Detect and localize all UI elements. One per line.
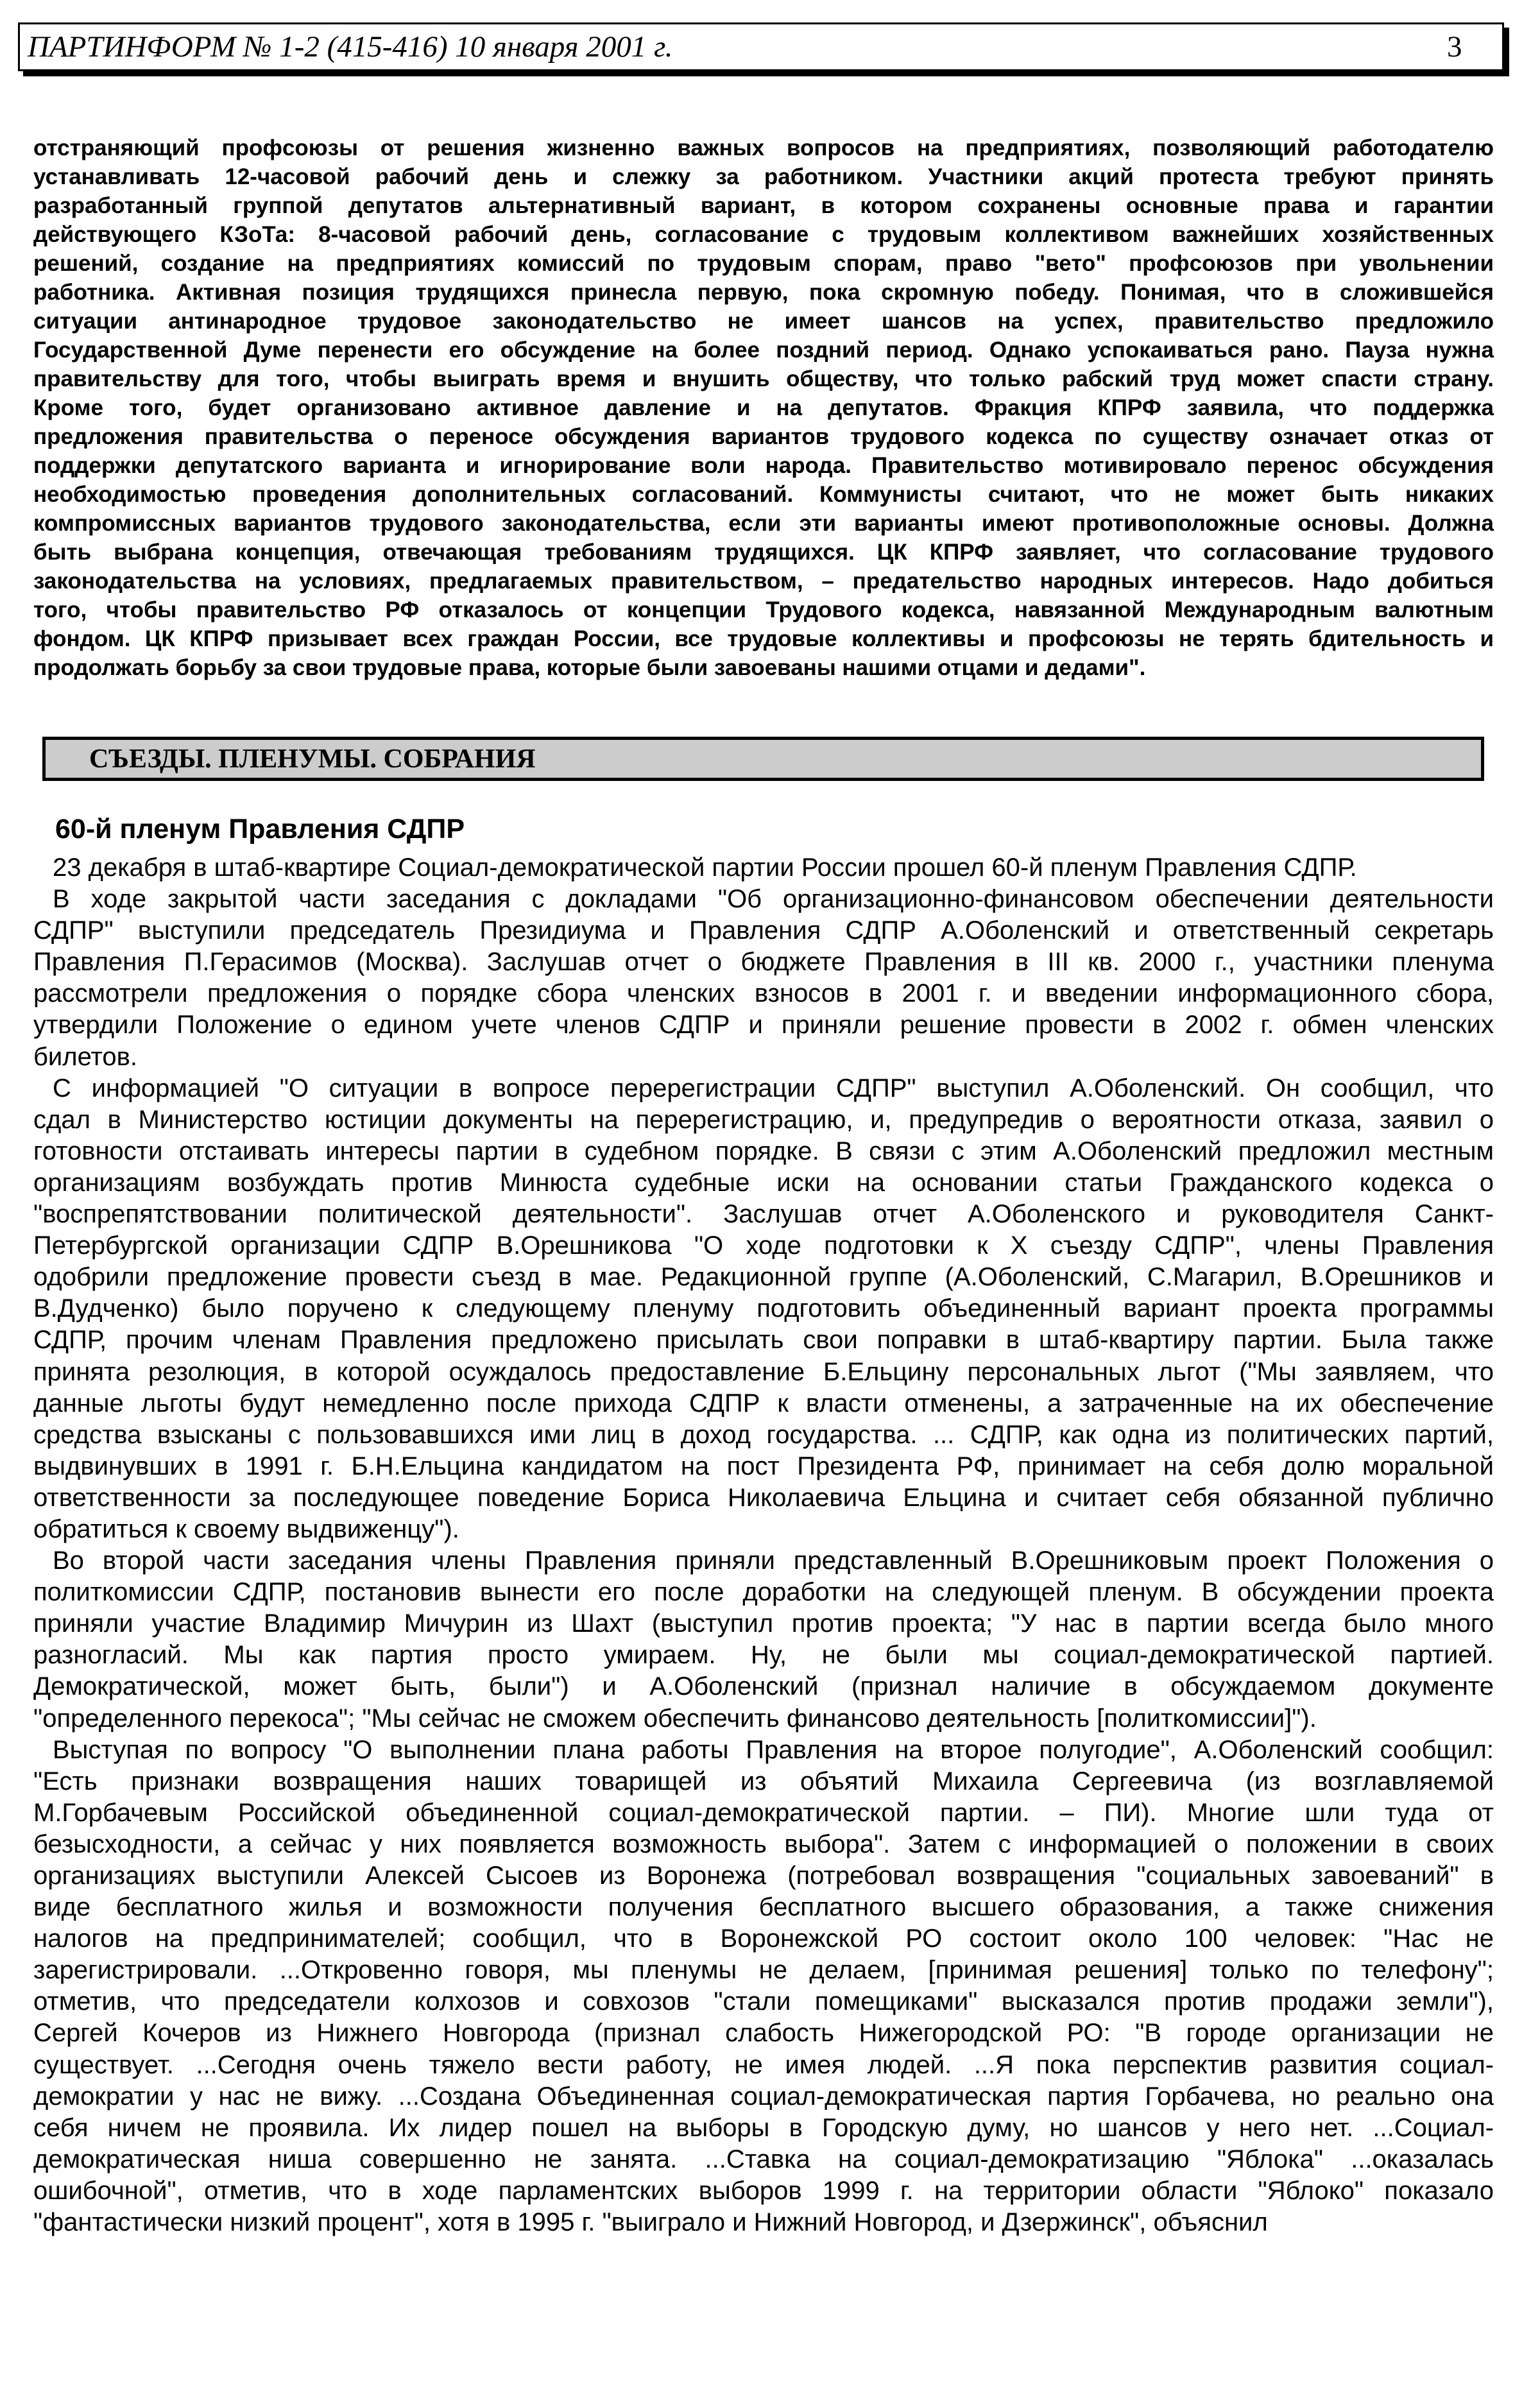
text-line: сдал в Министерство юстиции документы на перерегистрацию, и, предупредив о вероятности отказа, заявил о <box>33 1105 1494 1134</box>
text-line: разногласий. Мы как партия просто умираем. Ну, не были мы социал-демократической партией. <box>33 1641 1494 1670</box>
text-line: правительству для того, чтобы выиграть время и внушить обществу, что только рабский труд может спасти страну. <box>33 366 1494 391</box>
text-line: устанавливать 12-часовой рабочий день и слежку за работником. Участники акций протеста требуют принять <box>33 164 1494 189</box>
page-number: 3 <box>1447 30 1462 64</box>
text-line: продолжать борьбу за свои трудовые права, которые были завоеваны нашими отцами и дедами". <box>33 655 1146 680</box>
text-line: данные льготы будут немедленно после прихода СДПР к власти отменены, а затраченные на их обеспечение <box>33 1389 1494 1418</box>
section-title: СЪЕЗДЫ. ПЛЕНУМЫ. СОБРАНИЯ <box>89 744 536 774</box>
text-line: того, чтобы правительство РФ отказалось от концепции Трудового кодекса, навязанной Международным валютным <box>33 597 1494 622</box>
text-line: демократии у нас не вижу. ...Создана Объединенная социал-демократическая партия Горбачева, но реально она <box>33 2082 1494 2111</box>
text-line: ошибочной", отметив, что в ходе парламентских выборов 1999 г. на территории области "Яблоко" показало <box>33 2176 1494 2205</box>
text-line: работника. Активная позиция трудящихся принесла первую, пока скромную победу. Понимая, что в сложившейся <box>33 280 1494 305</box>
text-line: В.Дудченко) было поручено к следующему пленуму подготовить объединенный вариант проекта программы <box>33 1294 1494 1323</box>
text-line: одобрили предложение провести съезд в мае. Редакционной группе (А.Оболенский, С.Магарил, В.Орешников и <box>33 1263 1494 1292</box>
text-line: принята резолюция, в которой осуждалось предоставление Б.Ельцину персональных льгот ("Мы заявляем, что <box>33 1357 1494 1386</box>
page-header <box>18 22 1504 71</box>
text-line: безысходности, а сейчас у них появляется возможность выбора". Затем с информацией о положении в своих <box>33 1829 1494 1858</box>
text-line: организациям возбуждать против Минюста судебные иски на основании статьи Гражданского кодекса о <box>33 1168 1494 1197</box>
text-line: компромиссных вариантов трудового законодательства, если эти варианты имеют противоположные основы. Должна <box>33 511 1494 536</box>
text-line: приняли участие Владимир Мичурин из Шахт (выступил против проекта; "У нас в партии всегда было много <box>33 1609 1494 1638</box>
text-line: Кроме того, будет организовано активное давление и на депутатов. Фракция КПРФ заявила, что поддержка <box>33 395 1494 420</box>
text-line: Выступая по вопросу "О выполнении плана работы Правления на второе полугодие", А.Оболенский сообщил: <box>53 1735 1494 1764</box>
text-line: М.Горбачевым Российской объединенной социал-демократической партии. – ПИ). Многие шли туда от <box>33 1798 1494 1827</box>
paragraph <box>33 852 1494 884</box>
text-line: Правления П.Герасимов (Москва). Заслушав отчет о бюджете Правления в III кв. 2000 г., участники пленума <box>33 948 1494 977</box>
paragraph <box>33 1735 1494 2239</box>
text-line: ситуации антинародное трудовое законодательство не имеет шансов на успех, правительство предложило <box>33 309 1494 334</box>
text-line: средства взысканы с пользовавшихся ими лиц в доход государства. ... СДПР, как одна из политических партий, <box>33 1420 1494 1449</box>
text-line: организациях выступили Алексей Сысоев из Воронежа (потребовал возвращения "социальных завоеваний" в <box>33 1862 1494 1890</box>
text-line: политкомиссии СДПР, постановив вынести его после доработки на следующей пленум. В обсуждении проекта <box>33 1578 1494 1607</box>
text-line: решений, создание на предприятиях комиссий по трудовым спорам, право "вето" профсоюзов при увольнении <box>33 251 1494 276</box>
text-line: отметив, что председатели колхозов и совхозов "стали помещиками" высказался против продажи земли"), <box>33 1987 1494 2016</box>
text-line: действующего КЗоТа: 8-часовой рабочий день, согласование с трудовым коллективом важнейших хозяйственных <box>33 222 1494 247</box>
text-line: ответственности за последующее поведение Бориса Николаевича Ельцина и считает себя обязанной публично <box>33 1483 1494 1512</box>
text-line: предложения правительства о переносе обсуждения вариантов трудового кодекса по существу означает отказ от <box>33 424 1494 449</box>
text-line: С информацией "О ситуации в вопросе перерегистрации СДПР" выступил А.Оболенский. Он сообщил, что <box>53 1074 1494 1102</box>
section-header <box>42 737 1484 781</box>
text-line: СДПР, прочим членам Правления предложено присылать свои поправки в штаб-квартиру партии. Была также <box>33 1326 1494 1355</box>
paragraph <box>33 1073 1494 1545</box>
text-line: Сергей Кочеров из Нижнего Новгорода (признал слабость Нижегородской РО: "В городе организации не <box>33 2019 1494 2048</box>
text-line: разработанный группой депутатов альтернативный вариант, в котором сохранены основные права и гарантии <box>33 193 1494 218</box>
text-line: "Есть признаки возвращения наших товарищей из объятий Михаила Сергеевича (из возглавляемой <box>33 1767 1494 1795</box>
text-line: Во второй части заседания члены Правления приняли представленный В.Орешниковым проект Положения о <box>53 1547 1494 1575</box>
text-line: СДПР" выступили председатель Президиума и Правления СДПР А.Оболенский и ответственный секретарь <box>33 916 1494 945</box>
paragraph <box>33 1545 1494 1735</box>
text-line: В ходе закрытой части заседания с докладами "Об организационно-финансовом обеспечении деятельности <box>53 885 1494 914</box>
text-line: Государственной Думе перенести его обсуждение на более поздний период. Однако успокаиваться рано. Пауза нужна <box>33 338 1494 363</box>
text-line: "воспрепятствовании политической деятельности". Заслушав отчет А.Оболенского и руководителя Санкт- <box>33 1200 1494 1229</box>
text-line: быть выбрана концепция, отвечающая требованиям трудящихся. ЦК КПРФ заявляет, что согласование трудового <box>33 540 1494 565</box>
text-line: фондом. ЦК КПРФ призывает всех граждан России, все трудовые коллективы и профсоюзы не терять бдительность и <box>33 626 1494 651</box>
article-body <box>33 852 1494 2238</box>
text-line: демократическая ниша совершенно не занята. ...Ставка на социал-демократизацию "Яблока" ...оказалась <box>33 2145 1494 2173</box>
text-line: "определенного перекоса"; "Мы сейчас не сможем обеспечить финансово деятельность [политкомиссии]"). <box>33 1704 1317 1733</box>
text-line: необходимостью проведения дополнительных согласований. Коммунисты считают, что не может быть никаких <box>33 482 1494 507</box>
text-line: "фантастически низкий процент", хотя в 1995 г. "выиграло и Нижний Новгород, и Дзержинск", объяснил <box>33 2208 1268 2237</box>
text-line: 23 декабря в штаб-квартире Социал-демократической партии России прошел 60-й пленум Правления СДПР. <box>53 853 1357 882</box>
text-line: Петербургской организации СДПР В.Орешникова "О ходе подготовки к X съезду СДПР", члены Правления <box>33 1231 1494 1260</box>
text-line: билетов. <box>33 1042 137 1071</box>
text-line: рассмотрели предложения о порядке сбора членских взносов в 2001 г. и введении информационного сбора, <box>33 979 1494 1008</box>
text-line: Демократической, может быть, были") и А.Оболенский (признал наличие в обсуждаемом документе <box>33 1672 1494 1701</box>
text-line: поддержки депутатского варианта и игнорирование воли народа. Правительство мотивировало перенос обсуждения <box>33 453 1494 478</box>
text-line: себя ничем не проявила. Их лидер пошел на выборы в Городскую думу, но шансов у него нет. ...Социал- <box>33 2113 1494 2142</box>
text-line: зарегистрировали. ...Откровенно говоря, мы пленумы не делаем, [принимая решения] только по телефону"; <box>33 1956 1494 1985</box>
text-line: обратиться к своему выдвиженцу"). <box>33 1514 459 1543</box>
text-line: налогов на предпринимателей; сообщил, что в Воронежской РО состоит около 100 человек: "Нас не <box>33 1924 1494 1953</box>
text-line: утвердили Положение о едином учете членов СДПР и приняли решение провести в 2002 г. обмен членских <box>33 1011 1494 1040</box>
text-line: существует. ...Сегодня очень тяжело вести работу, не имея людей. ...Я пока перспектив развития социал- <box>33 2050 1494 2079</box>
publication-title: ПАРТИНФОРМ № 1-2 (415-416) 10 января 2001 г. <box>28 30 673 64</box>
text-line: выдвинувших в 1991 г. Б.Н.Ельцина кандидатом на пост Президента РФ, принимает на себя долю моральной <box>33 1452 1494 1480</box>
paragraph <box>33 884 1494 1073</box>
text-line: отстраняющий профсоюзы от решения жизненно важных вопросов на предприятиях, позволяющий работодателю <box>33 135 1494 160</box>
kprf-statement-text <box>33 133 1494 682</box>
article-title: 60-й пленум Правления СДПР <box>55 814 465 844</box>
text-line: готовности отстаивать интересы партии в судебном порядке. В связи с этим А.Оболенский предложил местным <box>33 1136 1494 1165</box>
text-line: законодательства на условиях, предлагаемых правительством, – предательство народных интересов. Надо добиться <box>33 569 1494 594</box>
text-line: виде бесплатного жилья и возможности получения бесплатного высшего образования, а также снижения <box>33 1893 1494 1922</box>
